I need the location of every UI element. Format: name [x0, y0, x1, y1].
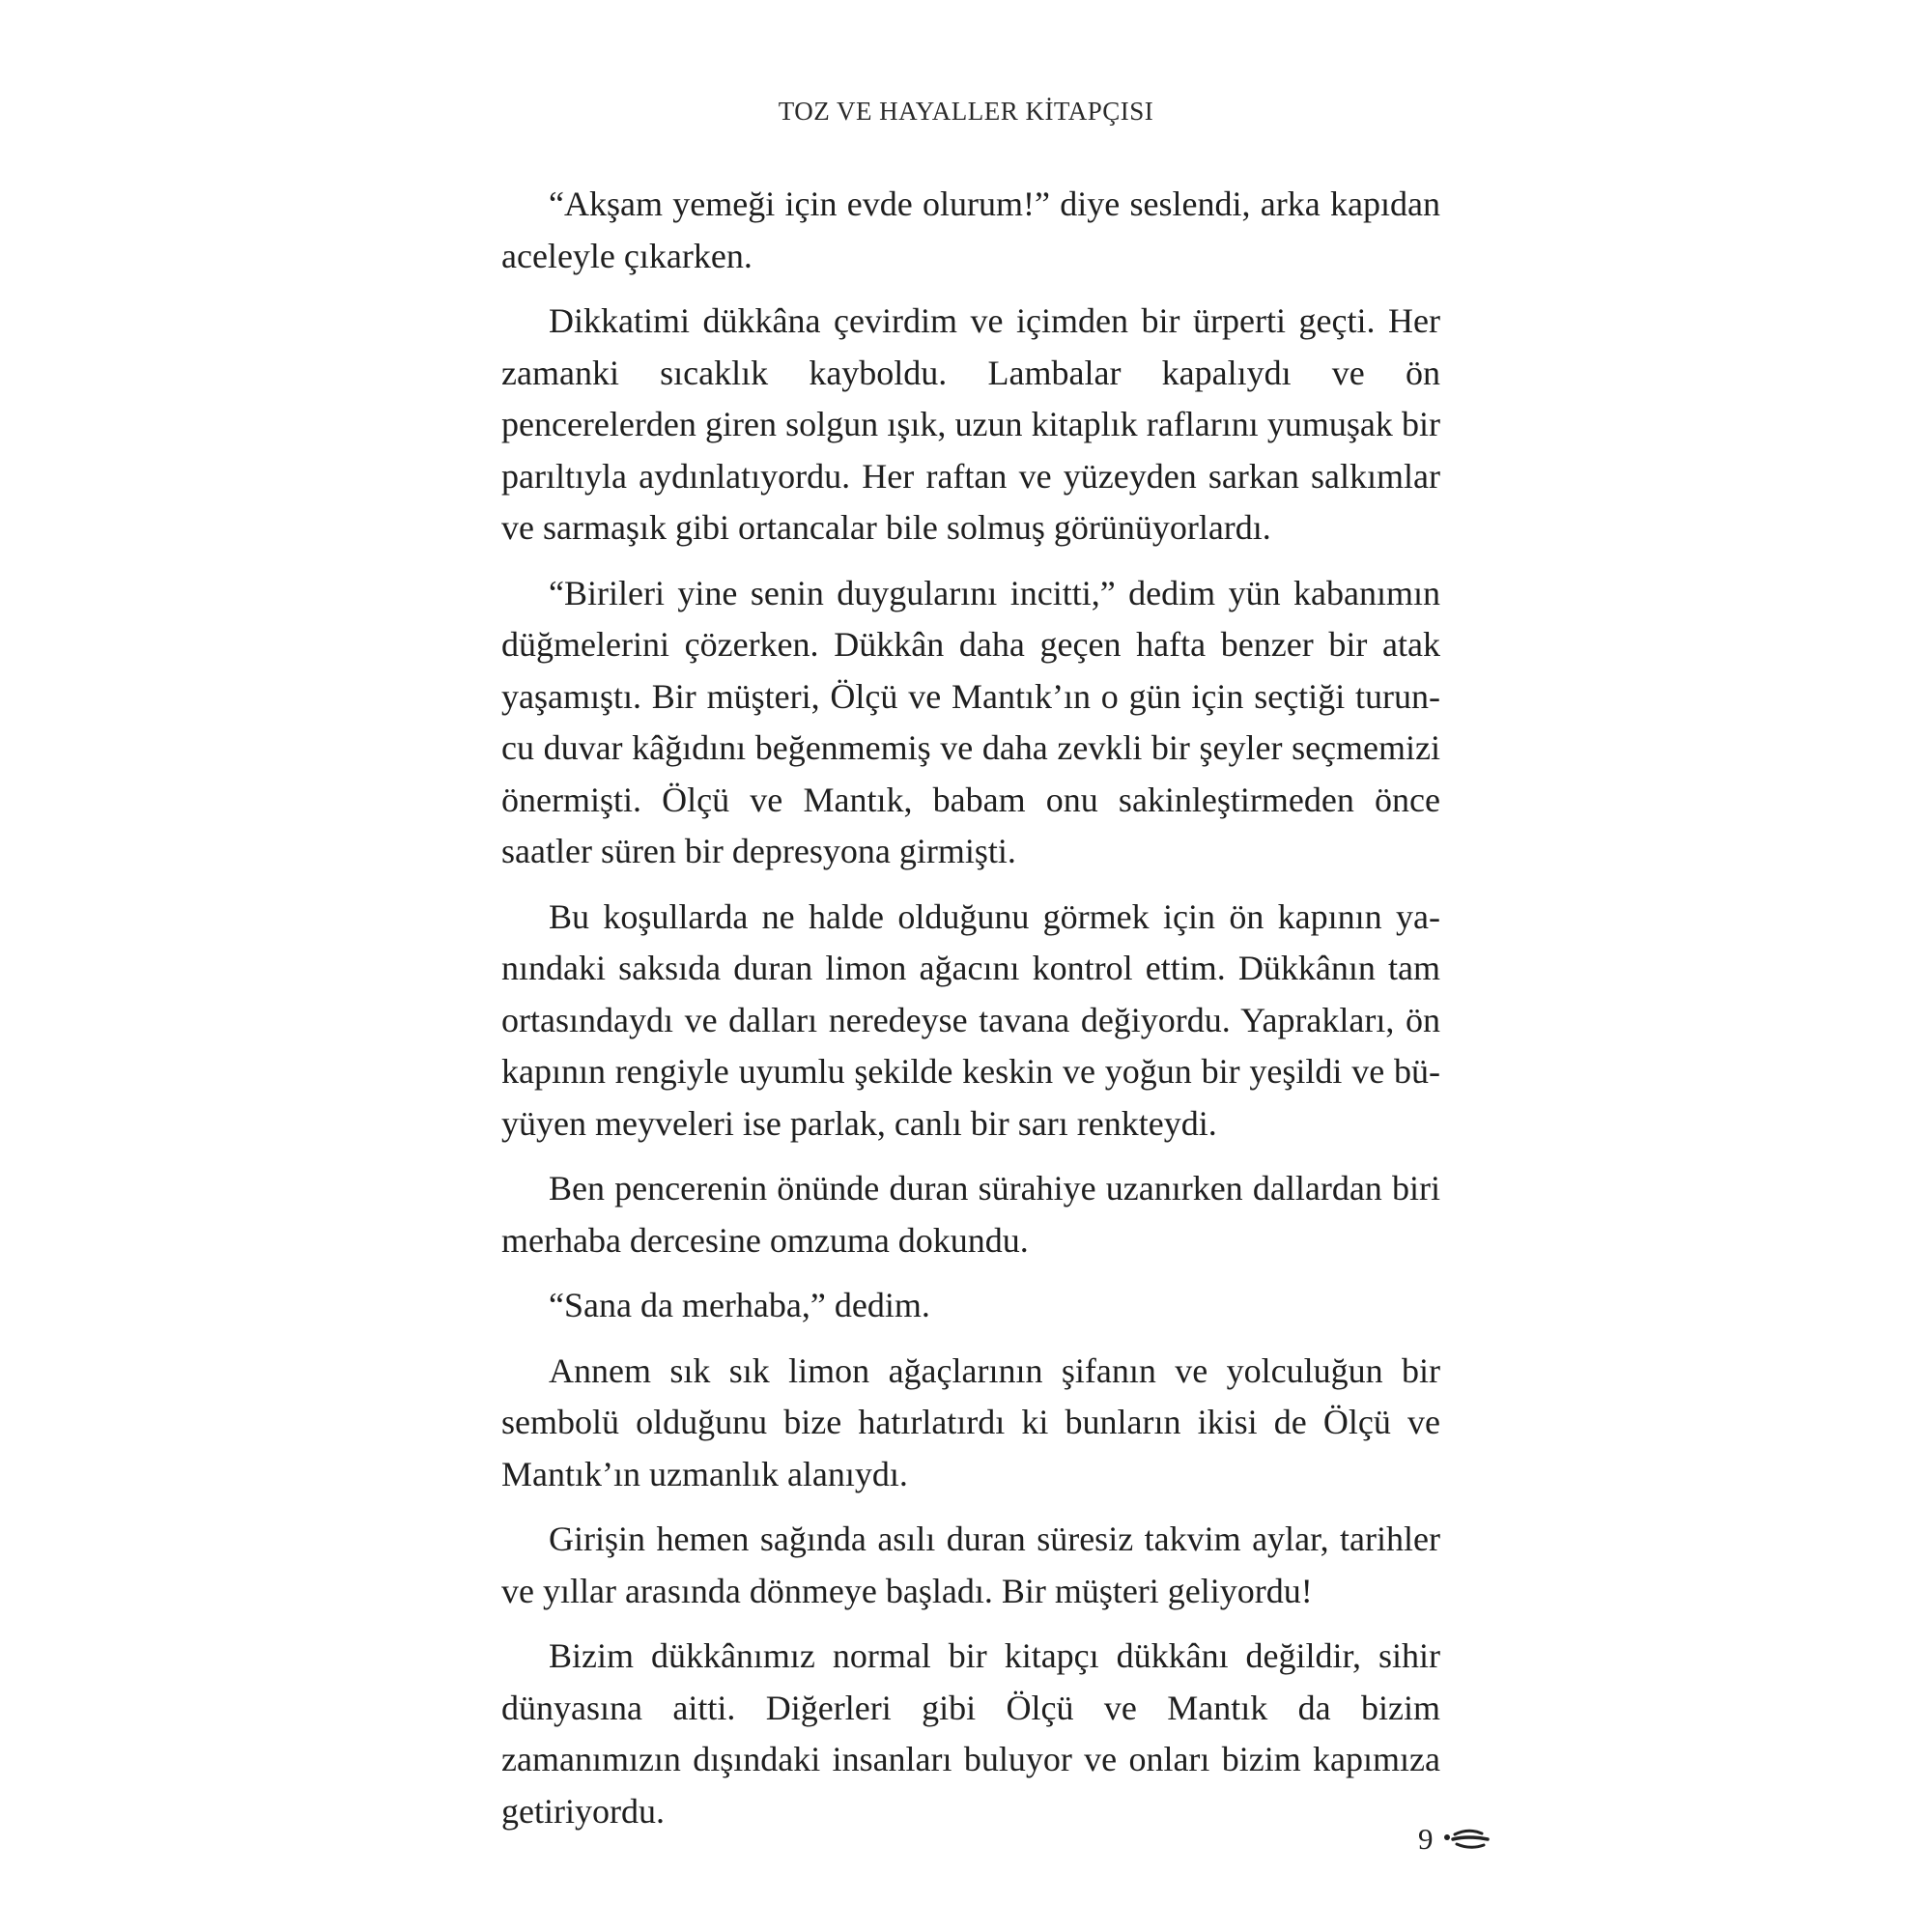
paragraph: Annem sık sık limon ağaçlarının şifanın ve yolculuğun bir sembolü olduğunu bize hatırlatırdı ki bunların ikisi de Ölçü ve Mantık’ın uzmanlık alanıydı.	[501, 1350, 1440, 1493]
leaf-flourish-icon	[1443, 1826, 1490, 1853]
paragraph: Bizim dükkânımız normal bir kitapçı dükkânı değildir, sihir dünyasına aitti. Diğerleri gibi Ölçü ve Mantık da bizim zamanımızın dışındaki insanları buluyor ve onları bizim kapımıza getiriyordu.	[501, 1636, 1440, 1831]
paragraph: Dikkatimi dükkâna çevirdim ve içimden bir ürperti geçti. Her zamanki sıcaklık kayboldu. Lambalar kapalıydı ve ön pencerelerden giren solgun ışık, uzun kitaplık raflarını yumuşak bir parıltıyla aydınlatıyordu. Her raftan ve yüzeyden sarkan salkımlar ve sarmaşık gibi ortancalar bile solmuş görünüyorlardı.	[501, 301, 1440, 547]
paragraph: “Birileri yine senin duygularını incitti,” dedim yün kabanımın düğmelerini çözerken. Dükkân daha geçen hafta benzer bir atak yaşamıştı. Bir müşteri, Ölçü ve Mantık’ın o gün için seçtiği turuncu duvar kâğıdını beğenmemiş ve daha zevkli bir şeyler seçmemizi önermişti. Ölçü ve Mantık, babam onu sakinleştirmeden önce saatler süren bir depresyona girmişti.	[501, 573, 1440, 870]
paragraph: “Sana da merhaba,” dedim.	[549, 1286, 930, 1324]
paragraph: Ben pencerenin önünde duran sürahiye uzanırken dallardan biri merhaba dercesine omzuma dokundu.	[501, 1169, 1440, 1260]
paragraph: “Akşam yemeği için evde olurum!” diye seslendi, arka kapıdan aceleyle çıkarken.	[501, 185, 1440, 275]
paragraph: Bu koşullarda ne halde olduğunu görmek için ön kapının yanındaki saksıda duran limon ağacını kontrol ettim. Dükkânın tam ortasındaydı ve dalları neredeyse tavana değiyordu. Yaprakları, ön kapının rengiyle uyumlu şekilde keskin ve yoğun bir yeşildi ve büyüyen meyveleri ise parlak, canlı bir sarı renkteydi.	[501, 896, 1440, 1143]
page-number: 9	[1418, 1822, 1434, 1856]
page-footer	[1418, 1822, 1490, 1857]
running-head: TOZ VE HAYALLER KİTAPÇISI	[778, 97, 1154, 126]
paragraph: Girişin hemen sağında asılı duran süresiz takvim aylar, tarihler ve yıllar arasında dönmeye başladı. Bir müşteri geliyordu!	[501, 1520, 1440, 1610]
body-text	[501, 179, 1440, 1851]
